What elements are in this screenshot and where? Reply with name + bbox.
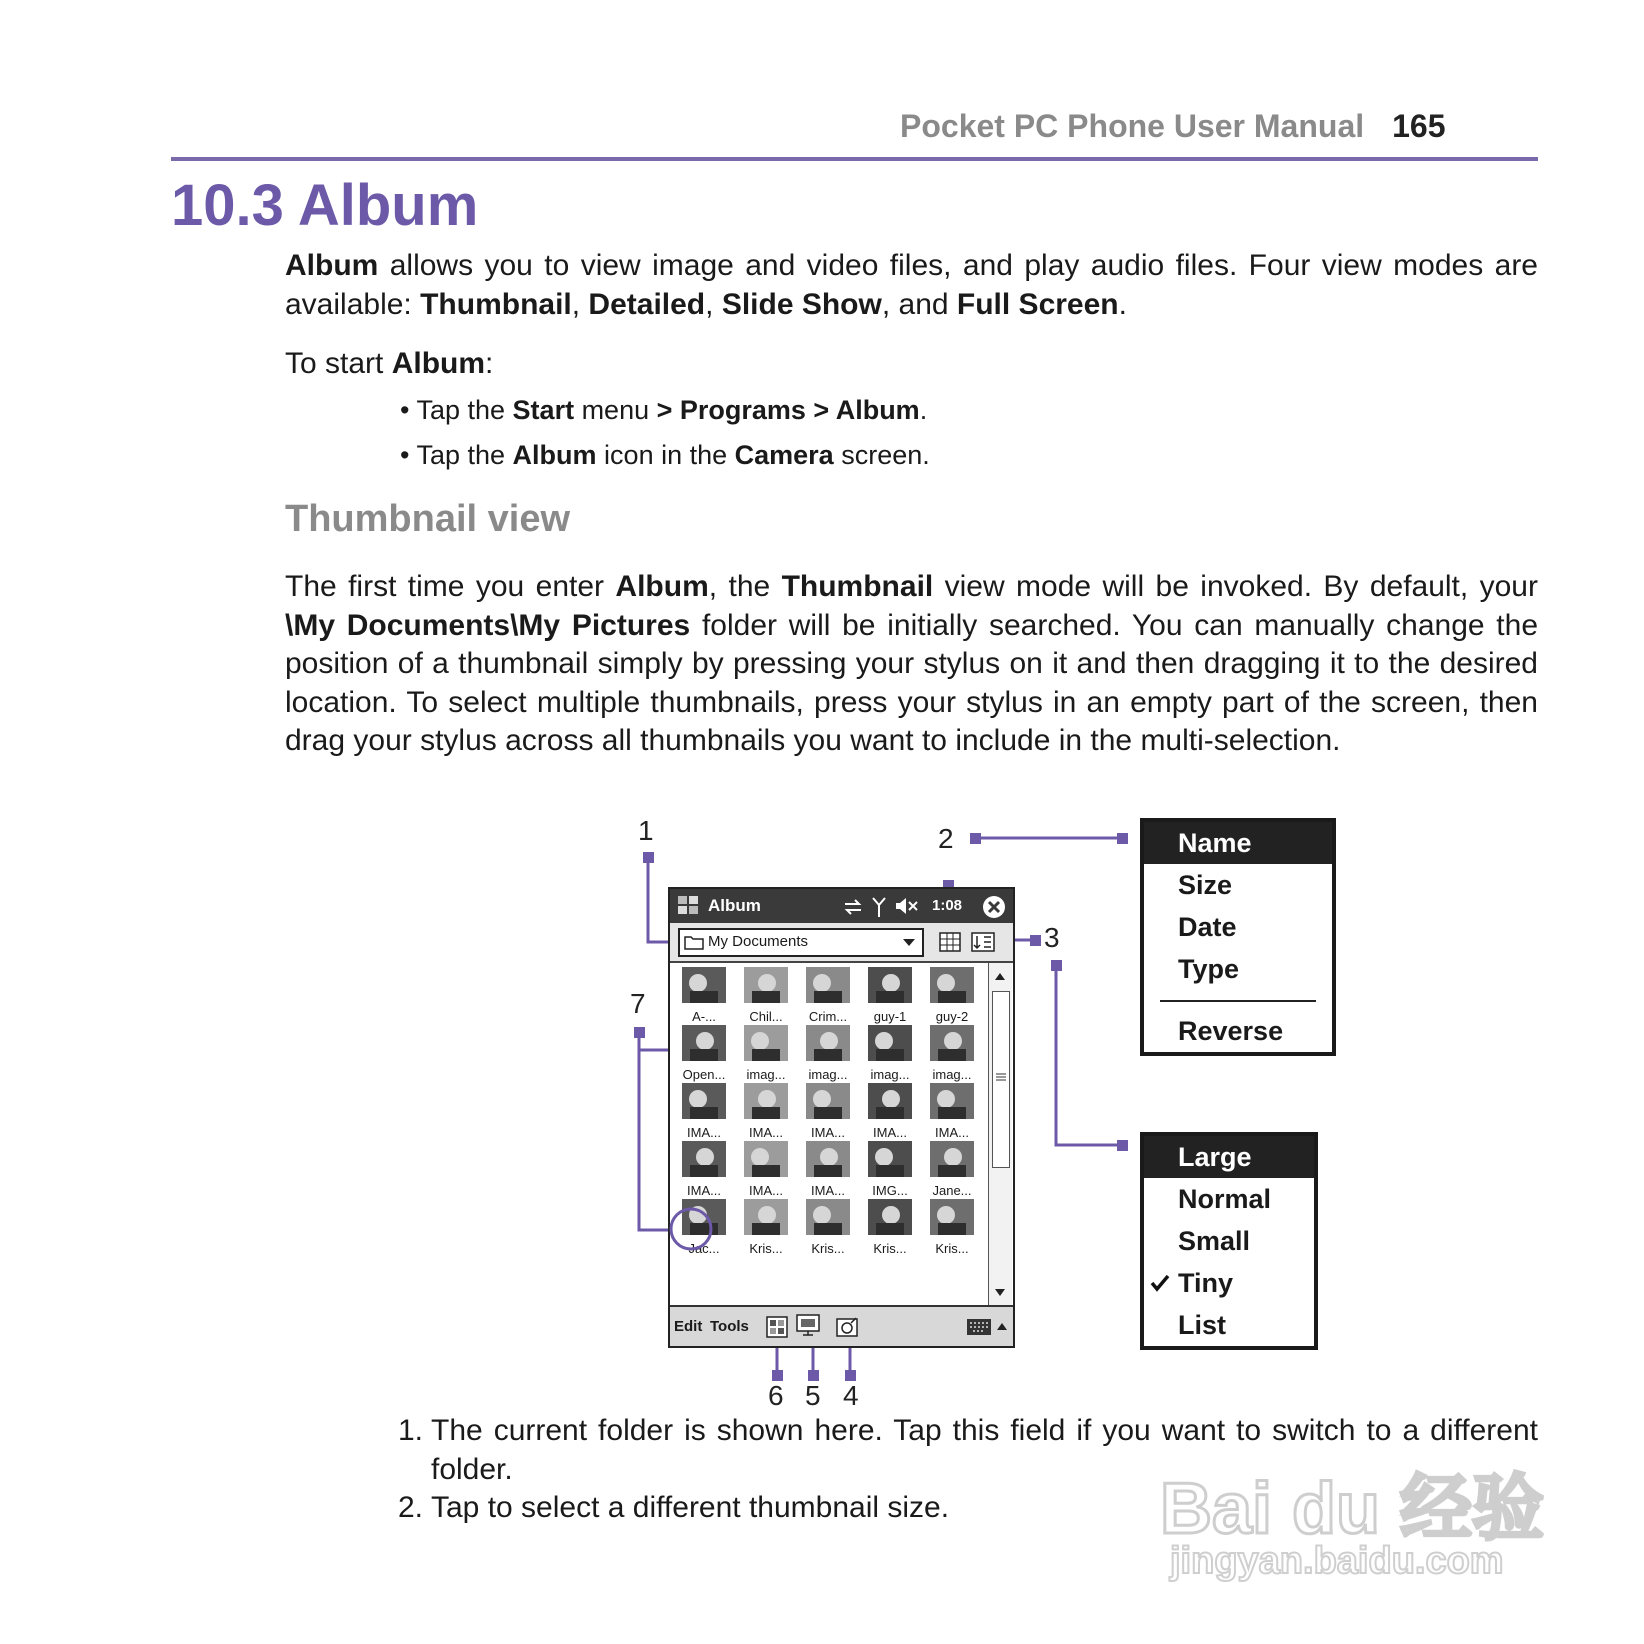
bold-folder-path: \My Documents\My Pictures xyxy=(285,608,691,642)
bold-path: > Programs > Album xyxy=(656,395,920,425)
thumbnail-caption: Kris... xyxy=(935,1241,969,1256)
thumbnail-item[interactable] xyxy=(674,1025,734,1082)
thumbnail-item[interactable] xyxy=(922,1199,982,1256)
text: . xyxy=(1118,287,1127,321)
thumbnail-item[interactable] xyxy=(674,1141,734,1198)
chevron-up-icon[interactable] xyxy=(996,1321,1008,1331)
toolbar xyxy=(670,923,1013,963)
thumbnail-item[interactable] xyxy=(674,1083,734,1140)
thumbnail-caption: IMA... xyxy=(687,1125,721,1140)
sort-menu-item-date[interactable]: Date xyxy=(1178,912,1237,942)
thumbnail-item[interactable] xyxy=(922,967,982,1024)
bold-album: Album xyxy=(615,570,709,603)
app-title: Album xyxy=(708,896,761,915)
thumbnail-image xyxy=(868,1141,912,1177)
thumbnail-image xyxy=(930,1141,974,1177)
thumbnail-item[interactable] xyxy=(860,967,920,1024)
thumbnail-caption: Kris... xyxy=(811,1241,845,1256)
size-menu-item-large[interactable]: Large xyxy=(1144,1136,1314,1178)
page-number: 165 xyxy=(1392,108,1446,144)
text: • Tap the xyxy=(400,395,513,425)
callout-2: 2 xyxy=(938,823,954,854)
thumbnail-item[interactable] xyxy=(860,1083,920,1140)
text: allows you to view image and video files, and play audio files. Four view modes are available: xyxy=(285,249,1538,321)
windows-flag-icon[interactable] xyxy=(676,894,702,918)
text: menu xyxy=(574,395,657,425)
fullscreen-icon[interactable] xyxy=(795,1313,821,1337)
thumbnail-caption: Jane... xyxy=(932,1183,972,1198)
size-menu-item-list[interactable]: List xyxy=(1178,1310,1227,1340)
thumbnail-caption: Chil... xyxy=(749,1009,783,1024)
text: view mode will be invoked. By default, your xyxy=(933,570,1538,603)
scrollbar[interactable] xyxy=(988,963,1012,1305)
clock[interactable]: 1:08 xyxy=(932,897,963,914)
thumbnail-caption: imag... xyxy=(932,1067,972,1082)
callout-7: 7 xyxy=(630,988,646,1019)
audio-item-highlight xyxy=(668,1205,718,1255)
text: icon in the xyxy=(596,440,735,470)
text: The first time you enter xyxy=(285,570,616,603)
grid-icon[interactable] xyxy=(938,931,962,953)
thumbnail-caption: Kris... xyxy=(873,1241,907,1256)
thumbnail-caption: IMA... xyxy=(749,1183,783,1198)
callout-3: 3 xyxy=(1044,922,1060,953)
folder-icon xyxy=(684,934,704,950)
bold-camera: Camera xyxy=(734,440,834,470)
camera-icon[interactable] xyxy=(835,1315,859,1339)
command-bar xyxy=(670,1305,1013,1348)
list-number: 1. xyxy=(398,1414,424,1447)
thumbnail-image xyxy=(806,1083,850,1119)
thumbnail-image xyxy=(682,1141,726,1177)
chevron-down-icon xyxy=(902,938,916,948)
slideshow-icon[interactable] xyxy=(765,1315,789,1339)
keyboard-icon[interactable] xyxy=(966,1318,992,1336)
scroll-down-icon[interactable] xyxy=(994,1288,1006,1298)
callout-1: 1 xyxy=(638,815,654,846)
size-menu-item-label: Tiny xyxy=(1178,1268,1234,1298)
thumbnail-image xyxy=(806,1199,850,1235)
bold-fullscreen: Full Screen xyxy=(956,287,1119,321)
thumbnail-image xyxy=(806,1025,850,1061)
sort-icon[interactable] xyxy=(970,931,996,953)
size-menu-item-normal[interactable]: Normal xyxy=(1178,1184,1272,1214)
bold-thumbnail: Thumbnail xyxy=(781,570,934,603)
scrollbar-thumb[interactable] xyxy=(992,991,1010,1168)
section-title: 10.3 Album xyxy=(171,173,479,238)
callout-5: 5 xyxy=(805,1380,821,1411)
thumbnail-item[interactable] xyxy=(736,1141,796,1198)
sort-menu xyxy=(1140,818,1336,1056)
speaker-mute-icon[interactable] xyxy=(894,896,922,916)
thumbnail-caption: imag... xyxy=(870,1067,910,1082)
close-circle-icon[interactable] xyxy=(981,894,1007,920)
menu-tools[interactable]: Tools xyxy=(710,1318,749,1335)
bold-album: Album xyxy=(391,347,486,380)
thumbnail-caption: A-... xyxy=(692,1009,716,1024)
subheading-thumbnail-view: Thumbnail view xyxy=(285,498,571,540)
grip-icon xyxy=(995,1072,1007,1082)
title-bar xyxy=(670,889,1013,923)
device-screen xyxy=(668,887,1015,1348)
sort-menu-item-size[interactable]: Size xyxy=(1178,870,1233,900)
thumbnail-item[interactable] xyxy=(922,1025,982,1082)
thumbnail-image xyxy=(682,1025,726,1061)
size-menu xyxy=(1140,1132,1318,1350)
thumbnail-caption: imag... xyxy=(808,1067,848,1082)
bold-slideshow: Slide Show xyxy=(721,287,882,321)
manual-title: Pocket PC Phone User Manual xyxy=(900,108,1365,144)
folder-name: My Documents xyxy=(708,933,809,950)
thumbnail-image xyxy=(806,967,850,1003)
bold-album: Album xyxy=(285,249,379,282)
thumbnail-caption: Crim... xyxy=(808,1009,848,1024)
thumbnail-item[interactable] xyxy=(736,967,796,1024)
text: folder will be initially searched. You can manually change the position of a thumbnail simply by pressing your stylus on it and then dragging it to the desired location. To select multiple thumbnails, press your stylus in an empty part of the screen, then drag your stylus across all thumbnails you want to include in the multi-selection. xyxy=(285,608,1539,757)
thumbnail-item[interactable] xyxy=(860,1199,920,1256)
thumbnail-image xyxy=(868,1025,912,1061)
thumbnail-image xyxy=(930,1199,974,1235)
thumbnail-image xyxy=(744,967,788,1003)
list-text: The current folder is shown here. Tap this field if you want to switch to a different folder. xyxy=(431,1414,1538,1486)
text: , the xyxy=(708,570,782,603)
baidu-watermark-url: jingyan.baidu.com xyxy=(1170,1540,1504,1582)
thumbnail-item[interactable] xyxy=(860,1141,920,1198)
text: screen. xyxy=(833,440,930,470)
thumbnail-item[interactable] xyxy=(736,1025,796,1082)
checkmark-icon xyxy=(1150,1274,1170,1292)
thumbnail-item[interactable] xyxy=(736,1083,796,1140)
size-menu-item-small[interactable]: Small xyxy=(1178,1226,1251,1256)
thumbnail-image xyxy=(682,967,726,1003)
thumbnail-item[interactable] xyxy=(798,1025,858,1082)
thumbnail-item[interactable] xyxy=(736,1199,796,1256)
text: : xyxy=(485,347,494,380)
menu-divider xyxy=(1160,1000,1316,1002)
thumbnail-caption: Open... xyxy=(682,1067,726,1082)
text: , and xyxy=(881,287,957,321)
text: , xyxy=(705,287,722,321)
text: , xyxy=(571,287,589,321)
text: • Tap the xyxy=(400,440,513,470)
thumbnail-image xyxy=(868,967,912,1003)
thumbnail-image xyxy=(930,1025,974,1061)
signal-antenna-icon[interactable] xyxy=(870,895,888,919)
thumbnail-image xyxy=(868,1083,912,1119)
thumbnail-caption: IMA... xyxy=(811,1125,845,1140)
thumbnail-image xyxy=(930,1083,974,1119)
thumbnail-image xyxy=(930,967,974,1003)
callout-4: 4 xyxy=(843,1380,859,1411)
sort-menu-item-type[interactable]: Type xyxy=(1178,954,1240,984)
thumbnail-item[interactable] xyxy=(798,1199,858,1256)
thumbnail-image xyxy=(806,1141,850,1177)
callout-6: 6 xyxy=(768,1380,784,1411)
bold-album: Album xyxy=(512,440,597,470)
bold-detailed: Detailed xyxy=(588,287,706,321)
thumbnail-caption: imag... xyxy=(746,1067,786,1082)
thumbnail-item[interactable] xyxy=(798,1141,858,1198)
thumbnail-item[interactable] xyxy=(798,967,858,1024)
thumbnail-item[interactable] xyxy=(798,1083,858,1140)
bold-start: Start xyxy=(512,395,575,425)
size-menu-item-tiny[interactable] xyxy=(1144,1262,1314,1304)
thumbnail-image xyxy=(744,1083,788,1119)
thumbnail-item[interactable] xyxy=(922,1141,982,1198)
thumbnail-image xyxy=(744,1141,788,1177)
thumbnail-image xyxy=(868,1199,912,1235)
thumbnail-caption: IMA... xyxy=(935,1125,969,1140)
thumbnail-image xyxy=(744,1199,788,1235)
baidu-watermark-logo: Bai du 经验 xyxy=(1160,1469,1545,1549)
thumbnail-caption: IMG... xyxy=(872,1183,908,1198)
folder-dropdown[interactable] xyxy=(678,928,924,957)
sync-arrows-icon[interactable] xyxy=(842,897,864,917)
thumbnail-image xyxy=(682,1083,726,1119)
thumbnail-caption: guy-2 xyxy=(935,1009,969,1024)
menu-edit[interactable]: Edit xyxy=(674,1318,703,1335)
thumbnail-caption: Jac... xyxy=(688,1241,720,1256)
thumbnail-caption: guy-1 xyxy=(873,1009,907,1024)
thumbnail-caption: IMA... xyxy=(873,1125,907,1140)
thumbnail-caption: Kris... xyxy=(749,1241,783,1256)
text: . xyxy=(919,395,928,425)
thumbnail-item[interactable] xyxy=(922,1083,982,1140)
thumbnail-item[interactable] xyxy=(674,967,734,1024)
thumbnail-caption: IMA... xyxy=(687,1183,721,1198)
sort-menu-item-name[interactable]: Name xyxy=(1144,822,1332,864)
thumbnail-image xyxy=(744,1025,788,1061)
bold-thumbnail: Thumbnail xyxy=(420,287,572,321)
list-number: 2. xyxy=(398,1491,424,1524)
scroll-up-icon[interactable] xyxy=(994,971,1006,981)
thumbnail-item[interactable] xyxy=(860,1025,920,1082)
thumbnail-caption: IMA... xyxy=(749,1125,783,1140)
sort-menu-item-reverse[interactable]: Reverse xyxy=(1178,1016,1284,1046)
text: To start xyxy=(285,347,392,380)
thumbnail-caption: IMA... xyxy=(811,1183,845,1198)
list-text: Tap to select a different thumbnail size. xyxy=(431,1491,950,1524)
